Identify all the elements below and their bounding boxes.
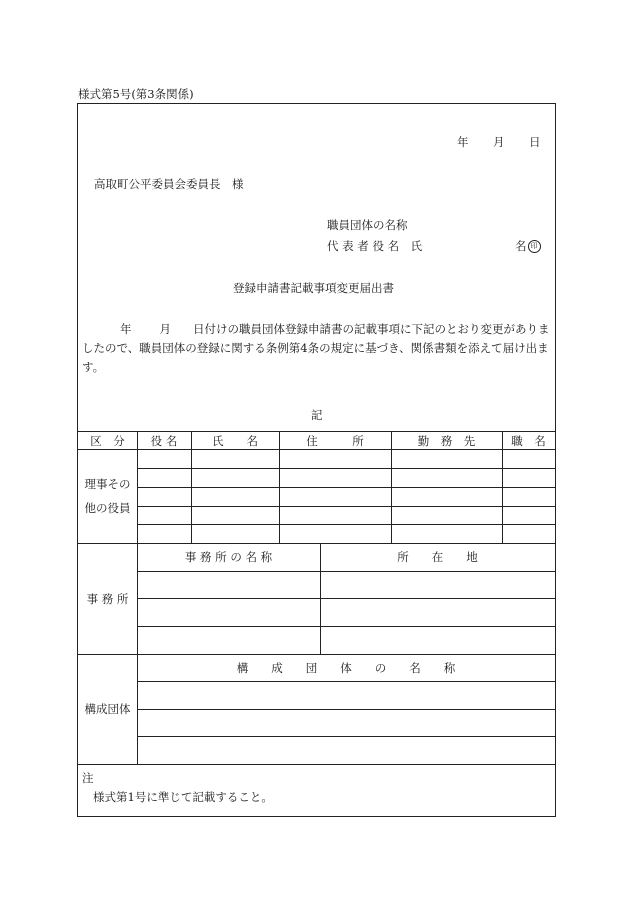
body-paragraph xyxy=(82,320,552,377)
name-suffix: 名 xyxy=(515,239,527,253)
name-seal xyxy=(515,238,541,254)
form-frame xyxy=(77,103,556,817)
org-name-label: 職員団体の名称 xyxy=(327,218,408,232)
office-location-header: 所 在 地 xyxy=(397,550,478,564)
member-row-line xyxy=(137,709,555,710)
office-row-line xyxy=(137,598,555,599)
member-header: 構 成 団 体 の 名 称 xyxy=(236,661,456,675)
officer-row-line xyxy=(137,506,555,507)
header-bottom-line xyxy=(78,449,555,450)
header-shokumei: 職 名 xyxy=(511,434,546,448)
body-text: 日付けの職員団体登録申請書の記載事項に下記のとおり変更がありましたので、職員団体の登録に関する条例第4条の規定に基づき、関係書類を添えて届け出ます。 xyxy=(82,322,550,374)
document-title: 登録申請書記載事項変更届出書 xyxy=(233,281,394,295)
header-jusho: 住 所 xyxy=(306,434,364,448)
representative-label: 代 表 者 役 名 氏 xyxy=(327,239,423,253)
label-col-line xyxy=(137,543,138,765)
office-row-line xyxy=(137,571,555,572)
body-month: 月 xyxy=(159,322,171,336)
office-name-header: 事 務 所 の 名 称 xyxy=(184,550,273,564)
officer-row-line xyxy=(137,487,555,488)
member-row-line xyxy=(137,736,555,737)
officers-label-line2: 他の役員 xyxy=(84,501,131,515)
header-kubun: 区 分 xyxy=(90,434,125,448)
member-label: 構成団体 xyxy=(84,702,131,716)
member-row-line xyxy=(137,681,555,682)
header-shimei: 氏 名 xyxy=(212,434,258,448)
seal-icon: 印 xyxy=(528,240,541,253)
member-bottom-line xyxy=(78,764,555,765)
addressee: 高取町公平委員会委員長 様 xyxy=(94,177,244,191)
officer-row-line xyxy=(137,468,555,469)
header-yakumei: 役 名 xyxy=(150,434,178,448)
note-text: 様式第1号に準じて記載すること。 xyxy=(93,790,273,804)
officers-bottom-line xyxy=(78,543,555,544)
ki-label: 記 xyxy=(311,408,323,422)
header-kinmusaki: 勤 務 先 xyxy=(417,434,476,448)
table-top-line xyxy=(78,431,555,432)
officer-row-line xyxy=(137,524,555,525)
officers-label-line1: 理事その xyxy=(84,477,131,491)
office-row-line xyxy=(137,626,555,627)
office-label: 事 務 所 xyxy=(86,592,129,606)
date-year: 年 xyxy=(457,135,469,149)
note-heading: 注 xyxy=(82,771,94,785)
office-bottom-line xyxy=(78,654,555,655)
date-month: 月 xyxy=(493,135,505,149)
date-day: 日 xyxy=(529,135,541,149)
form-number-label: 様式第5号(第3条関係) xyxy=(78,87,194,101)
body-year: 年 xyxy=(120,322,132,336)
